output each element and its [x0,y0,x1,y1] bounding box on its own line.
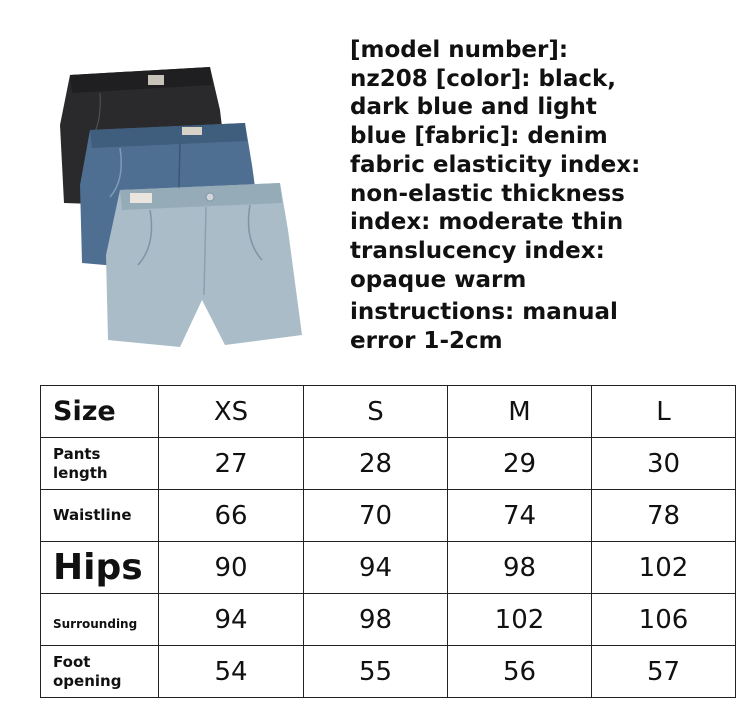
table-row [41,542,736,594]
row-label-cell [41,542,159,594]
table-cell: 78 [592,490,736,542]
table-header-cell: L [592,386,736,438]
table-cell: 106 [592,594,736,646]
table-cell: 28 [304,438,448,490]
table-cell: 102 [592,542,736,594]
spec-line: blue [fabric]: denim [350,123,608,150]
table-header-cell: M [448,386,592,438]
spec-line: translucency index: [350,237,605,264]
row-label: opening [53,671,122,690]
row-label: Hips [53,547,143,588]
row-label: Foot [53,652,91,671]
spec-line: instructions: manual [350,299,618,326]
table-cell: 55 [304,646,448,698]
spec-line: index: moderate thin [350,209,624,236]
table-header-cell: XS [159,386,304,438]
table-cell: 30 [592,438,736,490]
table-header-cell: S [304,386,448,438]
light-blue-shorts [106,183,302,347]
table-row [41,438,736,490]
table-cell: 54 [159,646,304,698]
row-label: Waistline [53,506,132,524]
table-cell: 74 [448,490,592,542]
row-label-cell [41,438,159,490]
table-header-cell [41,386,159,438]
table-cell: 57 [592,646,736,698]
denim-shorts-image [30,55,320,355]
row-label-cell [41,594,159,646]
row-label-cell [41,490,159,542]
table-row [41,594,736,646]
table-cell: 27 [159,438,304,490]
size-header-label: Size [53,396,116,427]
table-cell: 56 [448,646,592,698]
table-cell: 98 [448,542,592,594]
table-cell: 94 [304,542,448,594]
size-table [40,385,736,698]
spec-line: dark blue and light [350,94,597,121]
product-specs [350,36,735,356]
row-label: length [53,463,108,482]
table-cell: 90 [159,542,304,594]
spec-line: opaque warm [350,266,527,293]
spec-line: non-elastic thickness [350,180,625,207]
spec-line: nz208 [color]: black, [350,65,617,92]
spec-line: error 1-2cm [350,328,503,355]
row-label: Surrounding [53,616,138,631]
table-cell: 102 [448,594,592,646]
spec-line: [model number]: [350,37,569,63]
table-cell: 98 [304,594,448,646]
table-cell: 29 [448,438,592,490]
table-header-row [41,386,736,438]
table-cell: 70 [304,490,448,542]
spec-line: fabric elasticity index: [350,151,641,178]
table-row [41,490,736,542]
table-row [41,646,736,698]
table-cell: 94 [159,594,304,646]
row-label: Pants [53,444,101,463]
table-cell: 66 [159,490,304,542]
row-label-cell [41,646,159,698]
